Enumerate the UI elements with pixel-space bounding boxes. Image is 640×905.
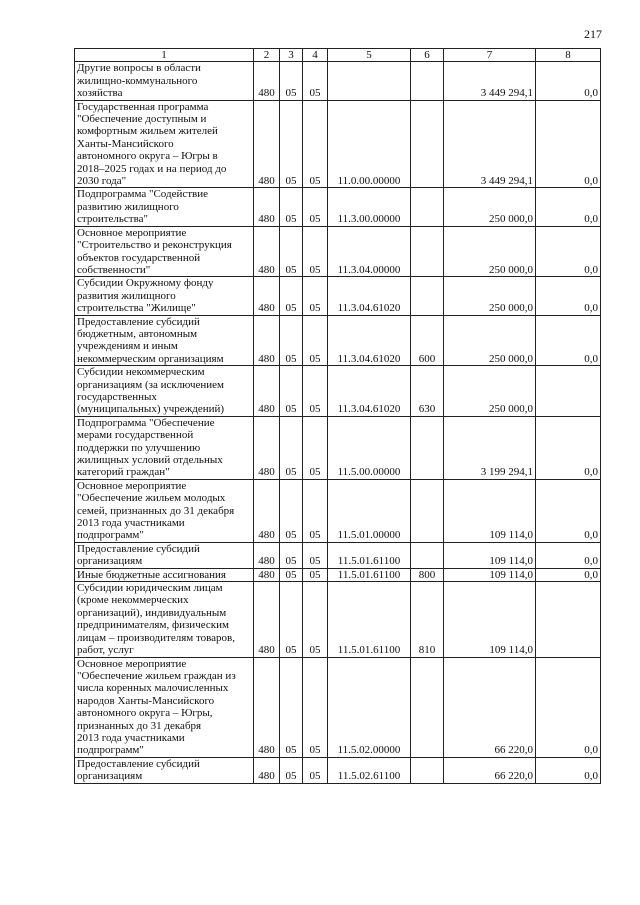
subsection-code-cell: 05 — [303, 366, 328, 417]
subsection-code-cell: 05 — [303, 542, 328, 568]
item-name-cell: Предоставление субсидий организациям — [75, 542, 254, 568]
table-row — [75, 757, 601, 783]
amount-col-8-cell: 0,0 — [536, 277, 601, 315]
section-code-cell: 05 — [280, 542, 303, 568]
expense-type-cell — [411, 188, 444, 226]
section-code-cell: 05 — [280, 100, 303, 188]
admin-code-cell: 480 — [254, 100, 280, 188]
expense-type-cell: 600 — [411, 315, 444, 366]
table-row — [75, 479, 601, 542]
amount-cell: 109 114,0 — [444, 542, 536, 568]
admin-code-cell: 480 — [254, 188, 280, 226]
subsection-code-cell: 05 — [303, 315, 328, 366]
subsection-code-cell: 05 — [303, 416, 328, 479]
subsection-code-cell: 05 — [303, 277, 328, 315]
table-row — [75, 188, 601, 226]
target-article-cell: 11.5.01.61100 — [328, 542, 411, 568]
target-article-cell: 11.5.00.00000 — [328, 416, 411, 479]
table-row — [75, 542, 601, 568]
header-cell: 4 — [303, 49, 328, 62]
expense-type-cell: 800 — [411, 568, 444, 581]
header-cell: 1 — [75, 49, 254, 62]
header-row — [75, 49, 601, 62]
amount-cell: 109 114,0 — [444, 479, 536, 542]
item-name-cell: Другие вопросы в области жилищно-коммунального хозяйства — [75, 62, 254, 100]
target-article-cell: 11.5.01.61100 — [328, 582, 411, 657]
subsection-code-cell: 05 — [303, 582, 328, 657]
item-name-cell: Иные бюджетные ассигнования — [75, 568, 254, 581]
amount-col-8-cell: 0,0 — [536, 757, 601, 783]
amount-cell: 250 000,0 — [444, 277, 536, 315]
admin-code-cell: 480 — [254, 277, 280, 315]
table-row — [75, 100, 601, 188]
subsection-code-cell: 05 — [303, 188, 328, 226]
item-name-cell: Предоставление субсидий организациям — [75, 757, 254, 783]
page-number: 217 — [584, 27, 602, 41]
target-article-cell: 11.3.04.00000 — [328, 226, 411, 277]
expense-type-cell — [411, 757, 444, 783]
amount-col-8-cell: 0,0 — [536, 542, 601, 568]
table-row — [75, 315, 601, 366]
section-code-cell: 05 — [280, 568, 303, 581]
amount-col-8-cell: 0,0 — [536, 188, 601, 226]
section-code-cell: 05 — [280, 582, 303, 657]
item-name-cell: Государственная программа "Обеспечение доступным и комфортным жильем жителей Ханты-Мансийского автономного округа – Югры в 2018–2025 годах и на период до 2030 года" — [75, 100, 254, 188]
admin-code-cell: 480 — [254, 62, 280, 100]
admin-code-cell: 480 — [254, 226, 280, 277]
expense-type-cell — [411, 277, 444, 315]
header-cell: 6 — [411, 49, 444, 62]
item-name-cell: Основное мероприятие "Строительство и реконструкция объектов государственной собственности" — [75, 226, 254, 277]
expense-type-cell: 630 — [411, 366, 444, 417]
admin-code-cell: 480 — [254, 315, 280, 366]
amount-col-8-cell: 0,0 — [536, 657, 601, 757]
amount-cell: 3 449 294,1 — [444, 100, 536, 188]
amount-cell: 250 000,0 — [444, 226, 536, 277]
item-name-cell: Субсидии Окружному фонду развития жилищного строительства "Жилище" — [75, 277, 254, 315]
expense-type-cell — [411, 416, 444, 479]
expense-type-cell: 810 — [411, 582, 444, 657]
table-row — [75, 226, 601, 277]
subsection-code-cell: 05 — [303, 226, 328, 277]
amount-col-8-cell: 0,0 — [536, 226, 601, 277]
target-article-cell: 11.5.02.61100 — [328, 757, 411, 783]
expense-type-cell — [411, 657, 444, 757]
amount-col-8-cell: 0,0 — [536, 479, 601, 542]
target-article-cell: 11.3.04.61020 — [328, 315, 411, 366]
header-cell: 2 — [254, 49, 280, 62]
target-article-cell: 11.5.01.00000 — [328, 479, 411, 542]
item-name-cell: Субсидии некоммерческим организациям (за исключением государственных (муниципальных) учреждений) — [75, 366, 254, 417]
item-name-cell: Субсидии юридическим лицам (кроме некоммерческих организаций), индивидуальным предпринимателям, физическим лицам – производителям товаров, работ, услуг — [75, 582, 254, 657]
target-article-cell: 11.3.04.61020 — [328, 277, 411, 315]
subsection-code-cell: 05 — [303, 657, 328, 757]
amount-cell: 250 000,0 — [444, 315, 536, 366]
target-article-cell: 11.3.04.61020 — [328, 366, 411, 417]
amount-col-8-cell — [536, 366, 601, 417]
section-code-cell: 05 — [280, 479, 303, 542]
table-row — [75, 62, 601, 100]
section-code-cell: 05 — [280, 188, 303, 226]
expense-type-cell — [411, 100, 444, 188]
section-code-cell: 05 — [280, 277, 303, 315]
amount-cell: 109 114,0 — [444, 568, 536, 581]
target-article-cell: 11.5.01.61100 — [328, 568, 411, 581]
subsection-code-cell: 05 — [303, 757, 328, 783]
target-article-cell — [328, 62, 411, 100]
amount-cell: 66 220,0 — [444, 757, 536, 783]
expense-type-cell — [411, 542, 444, 568]
budget-table — [74, 48, 601, 784]
target-article-cell: 11.0.00.00000 — [328, 100, 411, 188]
item-name-cell: Предоставление субсидий бюджетным, автономным учреждениям и иным некоммерческим организациям — [75, 315, 254, 366]
admin-code-cell: 480 — [254, 479, 280, 542]
admin-code-cell: 480 — [254, 582, 280, 657]
table-row — [75, 277, 601, 315]
amount-cell: 109 114,0 — [444, 582, 536, 657]
section-code-cell: 05 — [280, 416, 303, 479]
expense-type-cell — [411, 226, 444, 277]
amount-col-8-cell — [536, 582, 601, 657]
target-article-cell: 11.5.02.00000 — [328, 657, 411, 757]
amount-cell: 3 199 294,1 — [444, 416, 536, 479]
section-code-cell: 05 — [280, 657, 303, 757]
amount-col-8-cell: 0,0 — [536, 416, 601, 479]
section-code-cell: 05 — [280, 226, 303, 277]
table-row — [75, 657, 601, 757]
amount-col-8-cell: 0,0 — [536, 62, 601, 100]
target-article-cell: 11.3.00.00000 — [328, 188, 411, 226]
amount-cell: 3 449 294,1 — [444, 62, 536, 100]
subsection-code-cell: 05 — [303, 479, 328, 542]
header-cell: 3 — [280, 49, 303, 62]
admin-code-cell: 480 — [254, 366, 280, 417]
subsection-code-cell: 05 — [303, 62, 328, 100]
admin-code-cell: 480 — [254, 416, 280, 479]
amount-cell: 66 220,0 — [444, 657, 536, 757]
section-code-cell: 05 — [280, 62, 303, 100]
item-name-cell: Основное мероприятие "Обеспечение жильем молодых семей, признанных до 31 декабря 2013 года участниками подпрограмм" — [75, 479, 254, 542]
header-cell: 7 — [444, 49, 536, 62]
section-code-cell: 05 — [280, 757, 303, 783]
table-row — [75, 416, 601, 479]
amount-col-8-cell: 0,0 — [536, 315, 601, 366]
amount-cell: 250 000,0 — [444, 188, 536, 226]
expense-type-cell — [411, 62, 444, 100]
header-cell: 5 — [328, 49, 411, 62]
admin-code-cell: 480 — [254, 542, 280, 568]
item-name-cell: Подпрограмма "Обеспечение мерами государственной поддержки по улучшению жилищных условий отдельных категорий граждан" — [75, 416, 254, 479]
admin-code-cell: 480 — [254, 657, 280, 757]
admin-code-cell: 480 — [254, 757, 280, 783]
item-name-cell: Основное мероприятие "Обеспечение жильем граждан из числа коренных малочисленных народов Ханты-Мансийского автономного округа – Югры, признанных до 31 декабря 2013 года участниками подпрограмм" — [75, 657, 254, 757]
subsection-code-cell: 05 — [303, 100, 328, 188]
expense-type-cell — [411, 479, 444, 542]
amount-cell: 250 000,0 — [444, 366, 536, 417]
header-cell: 8 — [536, 49, 601, 62]
item-name-cell: Подпрограмма "Содействие развитию жилищного строительства" — [75, 188, 254, 226]
table-row — [75, 366, 601, 417]
section-code-cell: 05 — [280, 315, 303, 366]
table-row — [75, 568, 601, 581]
amount-col-8-cell: 0,0 — [536, 568, 601, 581]
section-code-cell: 05 — [280, 366, 303, 417]
amount-col-8-cell: 0,0 — [536, 100, 601, 188]
table-row — [75, 582, 601, 657]
subsection-code-cell: 05 — [303, 568, 328, 581]
admin-code-cell: 480 — [254, 568, 280, 581]
